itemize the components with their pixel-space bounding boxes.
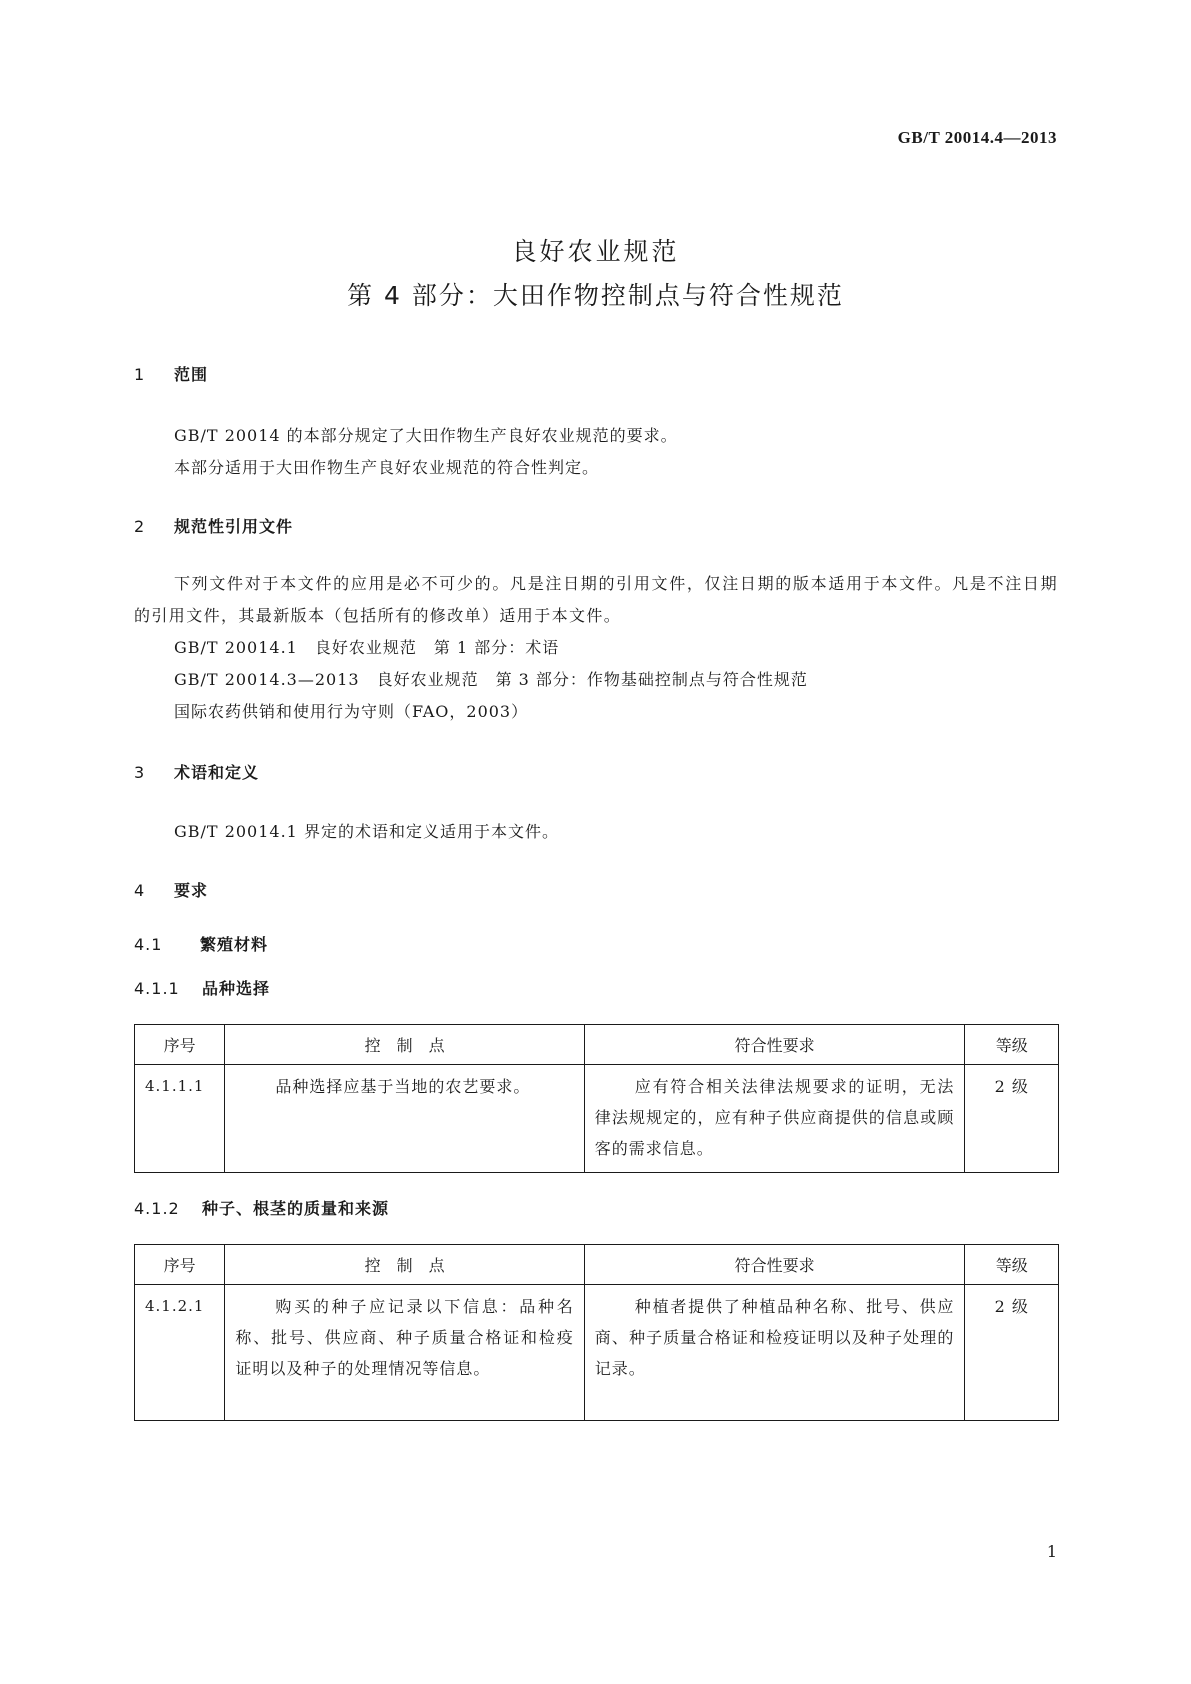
section-title: 要求	[174, 881, 209, 900]
reference-item: GB/T 20014.3—2013 良好农业规范 第 3 部分：作物基础控制点与符合性规范	[174, 670, 808, 689]
section-number: 1	[134, 365, 146, 384]
section-number: 4.1.2	[134, 1199, 180, 1218]
row-control-point: 品种选择应基于当地的农艺要求。	[225, 1065, 584, 1173]
section-title: 品种选择	[202, 979, 271, 998]
header-compliance: 符合性要求	[584, 1025, 965, 1065]
row-id: 4.1.2.1	[135, 1285, 225, 1421]
subsection-4-1-2-heading	[134, 1196, 389, 1219]
row-grade: 2 级	[965, 1065, 1059, 1173]
reference-item: 国际农药供销和使用行为守则（FAO，2003）	[174, 702, 529, 721]
row-grade: 2 级	[965, 1285, 1059, 1421]
header-id: 序号	[135, 1025, 225, 1065]
section-4-heading	[134, 878, 208, 901]
page-number: 1	[1046, 1542, 1057, 1561]
header-control-point: 控 制 点	[225, 1025, 584, 1065]
control-point-table-4-1-2	[134, 1244, 1059, 1421]
header-id: 序号	[135, 1245, 225, 1285]
document-title: 良好农业规范	[511, 237, 680, 266]
section-title: 繁殖材料	[200, 935, 269, 954]
section-title: 规范性引用文件	[174, 517, 294, 536]
section-1-heading	[134, 362, 208, 385]
table-row	[135, 1285, 1059, 1421]
section-number: 3	[134, 763, 146, 782]
section-title: 术语和定义	[174, 763, 260, 782]
subsection-4-1-1-heading	[134, 976, 270, 999]
section-1-paragraph-1: GB/T 20014 的本部分规定了大田作物生产良好农业规范的要求。	[174, 426, 678, 445]
section-number: 4.1	[134, 935, 163, 954]
reference-item: GB/T 20014.1 良好农业规范 第 1 部分：术语	[174, 638, 560, 657]
section-3-paragraph: GB/T 20014.1 界定的术语和定义适用于本文件。	[174, 822, 559, 841]
header-compliance: 符合性要求	[584, 1245, 965, 1285]
section-2-heading	[134, 514, 293, 537]
row-control-point: 购买的种子应记录以下信息：品种名称、批号、供应商、种子质量合格证和检疫证明以及种子的处理情况等信息。	[225, 1285, 584, 1421]
section-2-intro: 下列文件对于本文件的应用是必不可少的。凡是注日期的引用文件，仅注日期的版本适用于本文件。凡是不注日期的引用文件，其最新版本（包括所有的修改单）适用于本文件。	[134, 574, 1058, 625]
table-row	[135, 1065, 1059, 1173]
section-number: 4.1.1	[134, 979, 180, 998]
document-subtitle: 第 4 部分：大田作物控制点与符合性规范	[347, 281, 844, 310]
section-title: 种子、根茎的质量和来源	[202, 1199, 390, 1218]
row-id: 4.1.1.1	[135, 1065, 225, 1173]
section-number: 4	[134, 881, 146, 900]
row-compliance: 种植者提供了种植品种名称、批号、供应商、种子质量合格证和检疫证明以及种子处理的记录。	[584, 1285, 965, 1421]
row-compliance: 应有符合相关法律法规要求的证明，无法律法规规定的，应有种子供应商提供的信息或顾客的需求信息。	[584, 1065, 965, 1173]
subsection-4-1-heading	[134, 932, 268, 955]
section-title: 范围	[174, 365, 209, 384]
control-point-table-4-1-1	[134, 1024, 1059, 1173]
header-grade: 等级	[965, 1025, 1059, 1065]
header-control-point: 控 制 点	[225, 1245, 584, 1285]
header-grade: 等级	[965, 1245, 1059, 1285]
section-1-paragraph-2: 本部分适用于大田作物生产良好农业规范的符合性判定。	[174, 458, 600, 477]
standard-code: GB/T 20014.4—2013	[897, 128, 1057, 147]
section-3-heading	[134, 760, 259, 783]
section-number: 2	[134, 517, 146, 536]
table-header-row	[135, 1245, 1059, 1285]
table-header-row	[135, 1025, 1059, 1065]
